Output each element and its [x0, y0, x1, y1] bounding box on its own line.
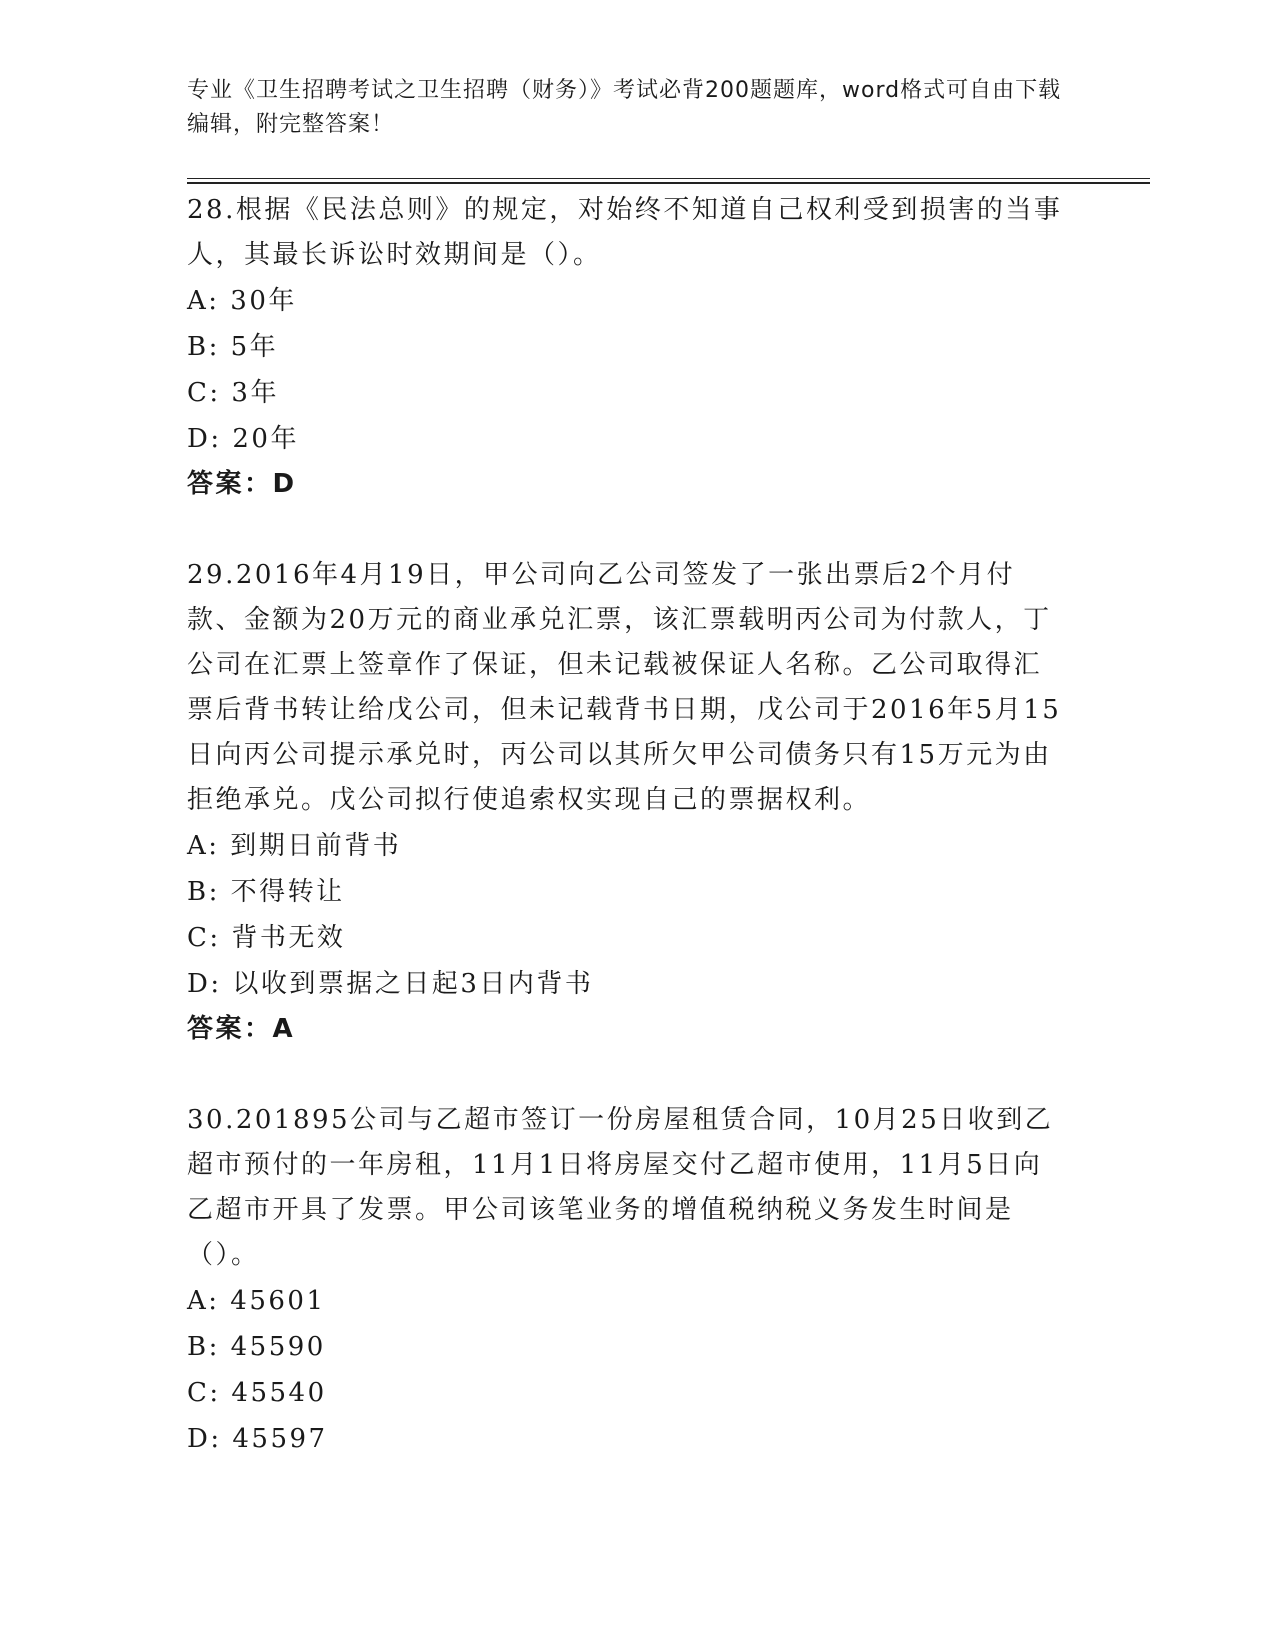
- question-stem: 30.201895公司与乙超市签订一份房屋租赁合同，10月25日收到乙超市预付的一年房租，11月1日将房屋交付乙超市使用，11月5日向乙超市开具了发票。甲公司该笔业务的增值税纳税义务发生时间是（）。: [187, 1105, 1054, 1270]
- option-a: A: 30年: [187, 286, 297, 316]
- option-a: A: 到期日前背书: [187, 831, 402, 861]
- option-a: A: 45601: [187, 1286, 326, 1316]
- header-rule-thick: [187, 182, 1150, 184]
- page-header: 专业《卫生招聘考试之卫生招聘（财务）》考试必背200题题库，word格式可自由下载编辑，附完整答案！: [187, 78, 1062, 137]
- header-rule-thin: [187, 178, 1150, 179]
- option-d: D: 45597: [187, 1424, 328, 1454]
- option-c: C: 45540: [187, 1378, 327, 1408]
- option-d: D: 以收到票据之日起3日内背书: [187, 969, 594, 999]
- option-b: B: 45590: [187, 1332, 326, 1362]
- option-b: B: 不得转让: [187, 877, 345, 907]
- question-stem: 28.根据《民法总则》的规定，对始终不知道自己权利受到损害的当事人，其最长诉讼时效期间是（）。: [187, 195, 1063, 270]
- option-b: B: 5年: [187, 332, 279, 362]
- option-d: D: 20年: [187, 424, 299, 454]
- option-c: C: 3年: [187, 378, 279, 408]
- option-c: C: 背书无效: [187, 923, 346, 953]
- question-stem: 29.2016年4月19日，甲公司向乙公司签发了一张出票后2个月付款、金额为20万元的商业承兑汇票，该汇票载明丙公司为付款人，丁公司在汇票上签章作了保证，但未记载被保证人名称。乙公司取得汇票后背书转让给戊公司，但未记载背书日期，戊公司于2016年5月15日向丙公司提示承兑时，丙公司以其所欠甲公司债务只有15万元为由拒绝承兑。戊公司拟行使追索权实现自己的票据权利。: [187, 560, 1062, 815]
- question-28: [187, 188, 1067, 507]
- question-29: [187, 553, 1067, 1052]
- question-30: [187, 1098, 1067, 1462]
- answer: 答案：D: [187, 469, 297, 499]
- answer: 答案：A: [187, 1014, 296, 1044]
